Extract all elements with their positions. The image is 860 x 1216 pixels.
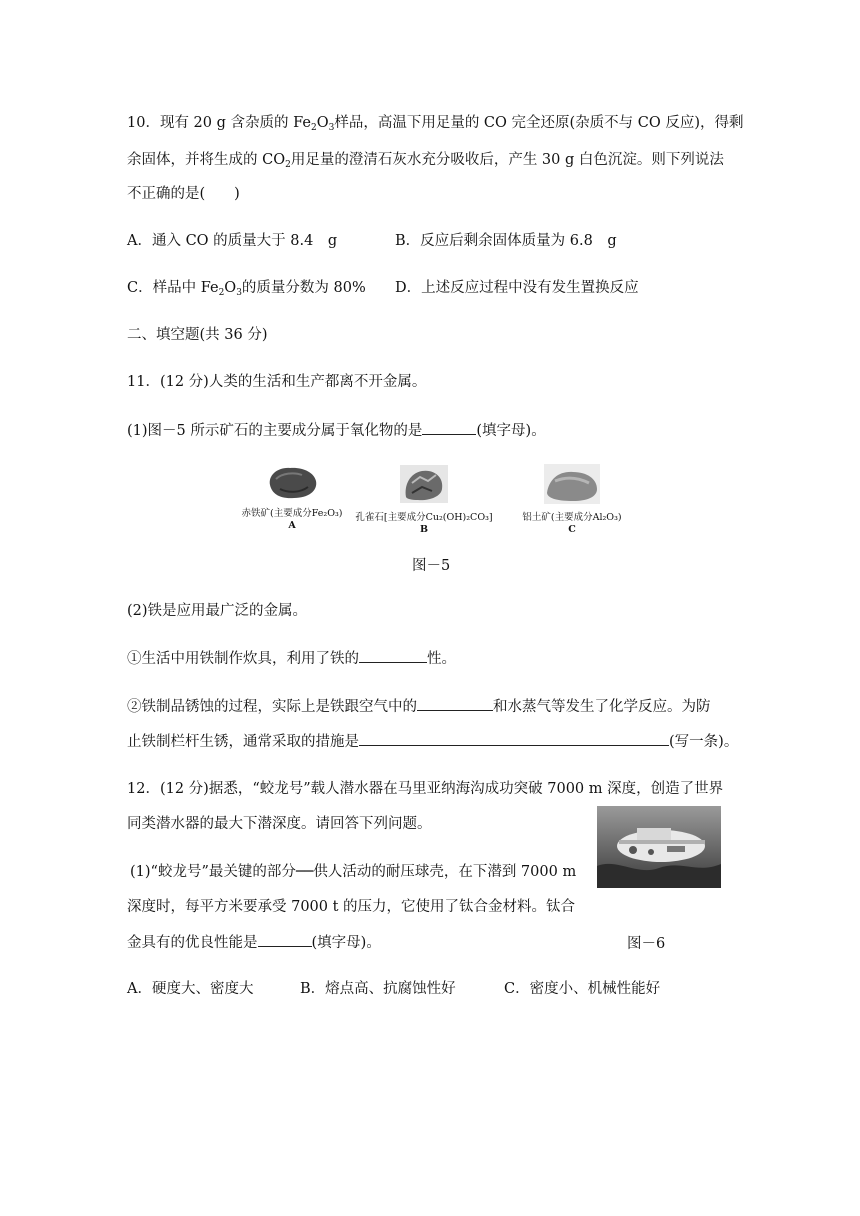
q11-part2: (2)铁是应用最广泛的金属。 — [127, 603, 308, 619]
q10-option-b: B．反应后剩余固体质量为 6.8 g — [395, 233, 617, 249]
section-heading: 二、填空题(共 36 分) — [127, 327, 268, 343]
mineral-b: 孔雀石[主要成分Cu₂(OH)₂CO₃] B — [349, 463, 499, 536]
mineral-a: 赤铁矿(主要成分Fe₂O₃) A — [226, 463, 358, 532]
figure-6-caption: 图－6 — [627, 936, 666, 952]
q12-stem-line2: 同类潜水器的最大下潜深度。请回答下列问题。 — [127, 816, 432, 832]
q12-option-b: B．熔点高、抗腐蚀性好 — [300, 981, 456, 997]
q11-title: 11．(12 分)人类的生活和生产都离不开金属。 — [127, 374, 427, 390]
q11-part1: (1)图－5 所示矿石的主要成分属于氧化物的是 (填字母)。 — [127, 420, 546, 441]
q10-stem-line1: 10．现有 20 g 含杂质的 $Fe_2O_3$样品，高温下用足量的 CO 完全还原(杂质不与 CO 反应)，得剩 — [127, 115, 744, 133]
q12-part1-line1: (1)“蛟龙号”最关键的部分──供人活动的耐压球壳，在下潜到 7000 m — [130, 864, 577, 880]
answer-blank[interactable] — [359, 731, 669, 746]
q12-stem-line1: 12．(12 分)据悉，“蛟龙号”载人潜水器在马里亚纳海沟成功突破 7000 m 深度，创造了世界 — [127, 781, 724, 797]
hematite-rock-image — [264, 463, 320, 501]
q12-part1-line2: 深度时，每平方米要承受 7000 t 的压力，它使用了钛合金材料。钛合 — [127, 899, 576, 915]
malachite-rock-image — [398, 463, 450, 505]
bauxite-rock-image — [543, 463, 601, 505]
q10-option-a: A．通入 CO 的质量大于 8.4 g — [127, 233, 338, 249]
q11-part2-3: 止铁制栏杆生锈，通常采取的措施是 (写一条)。 — [127, 731, 738, 752]
q12-option-a: A．硬度大、密度大 — [127, 981, 254, 997]
q12-option-c: C．密度小、机械性能好 — [504, 981, 661, 997]
answer-blank[interactable] — [359, 648, 427, 663]
figure-5-caption: 图－5 — [412, 558, 451, 574]
q11-part2-1: ①生活中用铁制作炊具，利用了铁的 性。 — [127, 648, 456, 669]
q10-option-c: C．样品中 $Fe_2O_3$的质量分数为 80% — [127, 280, 366, 298]
answer-blank[interactable] — [422, 420, 476, 435]
answer-blank[interactable] — [258, 932, 312, 947]
q10-stem-line3: 不正确的是( ) — [127, 186, 240, 202]
q10-option-d: D．上述反应过程中没有发生置换反应 — [395, 280, 639, 296]
mineral-c: 铝土矿(主要成分Al₂O₃) C — [502, 463, 642, 536]
submersible-photo — [597, 806, 721, 888]
q10-stem-line2: 余固体，并将生成的 $CO_2$用足量的澄清石灰水充分吸收后，产生 30 g 白色沉淀。则下列说法 — [127, 152, 724, 170]
q11-part2-2: ②铁制品锈蚀的过程，实际上是铁跟空气中的 和水蒸气等发生了化学反应。为防 — [127, 696, 711, 717]
q12-part1-line3: 金具有的优良性能是 (填字母)。 — [127, 932, 381, 953]
answer-blank[interactable] — [417, 696, 493, 711]
